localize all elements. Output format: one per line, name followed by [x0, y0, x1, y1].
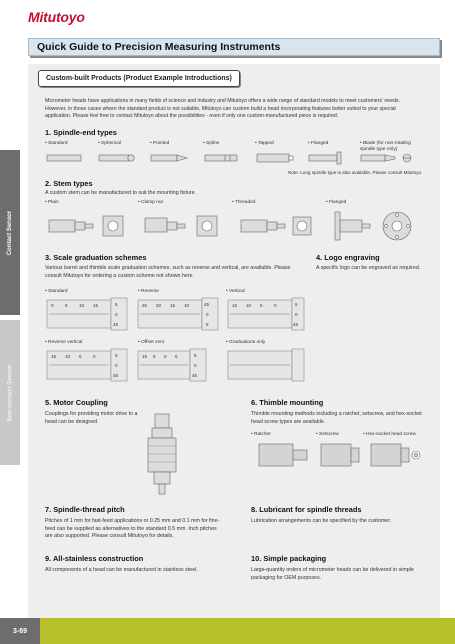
thimble-number: 5 — [206, 322, 209, 327]
label-setscrew: • Setscrew — [316, 432, 339, 437]
motor-text: Couplings for providing motor drive to a head can be designed. — [45, 411, 138, 425]
thimble-number: 45 — [192, 373, 198, 378]
label-ratchet: • Ratchet — [251, 432, 271, 437]
side-tab-label: Contact Sensor — [7, 210, 13, 255]
heading-motor: 5. Motor Coupling — [45, 398, 108, 407]
label-tapped: • Tapped — [255, 141, 274, 146]
scale-row-1 — [45, 296, 305, 332]
footer-bar — [0, 618, 455, 644]
motor-coupling-illustration — [142, 412, 182, 496]
mitutoyo-logo: Mitutoyo — [28, 9, 85, 25]
label-plain: • Plain — [45, 200, 59, 205]
thimble-number: 45 — [293, 322, 299, 327]
scale-number: 10 — [79, 303, 85, 308]
packaging-text: Large-quantity orders of micrometer heads can be delivered in simple packaging for OEM purposes. — [251, 567, 414, 581]
label-clamp-nut: • Clamp nut — [138, 200, 163, 205]
scale-row-2 — [45, 347, 305, 383]
side-tab-label: Non-contact Sensor — [7, 363, 14, 422]
scale-number: 25 — [142, 303, 148, 308]
heading-spindle-end: 1. Spindle-end types — [45, 128, 117, 137]
label-scale-vertical: • Vertical — [226, 289, 245, 294]
stem-text: A custom stem can be manufactured to suit the mounting fixture. — [45, 190, 197, 196]
thread-text: Pitches of 1 mm for fast-feed applications or 0.25 mm and 0.1 mm for fine-feed can be supplied as alternatives to the standard 0.5 mm. Inch pitches are also supported. Please consult Mitutoyo for details. — [45, 518, 220, 540]
stem-illustrations — [45, 208, 425, 246]
thimble-number: 0 — [295, 312, 298, 317]
label-blade: • Blade (for non-rotating spindle type only) — [360, 141, 411, 152]
thimble-number: 5 — [115, 302, 118, 307]
scale-number: 15 — [142, 354, 148, 359]
heading-thimble: 6. Thimble mounting — [251, 398, 324, 407]
thimble-text: Thimble mounting methods including a ratchet, setscrew, and hex-socket head screw types are available. — [251, 411, 422, 425]
scale-number: 15 — [170, 303, 176, 308]
thimble-number: 45 — [204, 302, 210, 307]
label-hex-socket: • Hex-socket head screw — [363, 432, 416, 437]
label-scale-reverse-vertical: • Reverse vertical — [45, 340, 83, 345]
label-stem-flanged: • Flanged — [326, 200, 347, 205]
scale-number: 15 — [232, 303, 238, 308]
scale-number: 5 — [153, 354, 156, 359]
label-threaded: • Threaded — [232, 200, 256, 205]
scale-number: 5 — [79, 354, 82, 359]
label-standard: • Standard — [45, 141, 68, 146]
thimble-number: 45 — [113, 322, 119, 327]
scale-number: 5 — [175, 354, 178, 359]
intro-paragraph: Micrometer heads have applications in many fields of science and industry and Mitutoyo offers a wide range of standard models to meet customers' needs. However, in those cases where the standard product is not suitable, Mitutoyo can custom build a head incorporating features better suited to your special application. Please feel free to contact Mitutoyo about the possibilities - even if only one custom-manufactured piece is required. — [45, 98, 400, 120]
scale-number: 0 — [93, 354, 96, 359]
heading-logo: 4. Logo engraving — [316, 253, 380, 262]
label-flanged: • Flanged — [308, 141, 329, 146]
scale-number: 10 — [184, 303, 190, 308]
heading-packaging: 10. Simple packaging — [251, 554, 327, 563]
spindle-end-illustrations — [45, 150, 425, 166]
thimble-mounting-illustrations — [251, 440, 427, 470]
label-pointed: • Pointed — [150, 141, 170, 146]
lubricant-text: Lubrication arrangements can be specified by the customer. — [251, 518, 392, 524]
section-subtitle: Custom-built Products (Product Example Introductions) — [38, 70, 240, 87]
thimble-number: 5 — [295, 302, 298, 307]
heading-stainless: 9. All-stainless construction — [45, 554, 144, 563]
side-tab-contact-sensor[interactable] — [0, 150, 20, 315]
label-scale-standard: • Standard — [45, 289, 68, 294]
scale-number: 10 — [246, 303, 252, 308]
label-scale-reverse: • Reverse — [138, 289, 159, 294]
heading-scale: 3. Scale graduation schemes — [45, 253, 147, 262]
scale-number: 0 — [274, 303, 277, 308]
scale-number: 15 — [51, 354, 57, 359]
scale-number: 0 — [51, 303, 54, 308]
scale-number: 0 — [164, 354, 167, 359]
stainless-text: All components of a head can be manufactured in stainless steel. — [45, 567, 198, 573]
label-spline: • Spline — [203, 141, 220, 146]
logo-text: A specific logo can be engraved as required. — [316, 265, 421, 271]
thimble-number: 45 — [113, 373, 119, 378]
thimble-number: 0 — [194, 363, 197, 368]
label-spherical: • Spherical — [98, 141, 122, 146]
scale-number: 5 — [260, 303, 263, 308]
scale-number: 15 — [93, 303, 99, 308]
spindle-note: Note: Long spindle type is also available. Please consult Mitutoyo. — [288, 170, 423, 175]
heading-lubricant: 8. Lubricant for spindle threads — [251, 505, 362, 514]
scale-number: 20 — [156, 303, 162, 308]
page-title: Quick Guide to Precision Measuring Instruments — [28, 38, 440, 56]
scale-number: 5 — [65, 303, 68, 308]
thimble-number: 0 — [115, 312, 118, 317]
thimble-number: 5 — [115, 353, 118, 358]
heading-thread: 7. Spindle-thread pitch — [45, 505, 125, 514]
scale-number: 10 — [65, 354, 71, 359]
heading-stem: 2. Stem types — [45, 179, 93, 188]
scale-text: Various barrel and thimble scale graduation schemes, such as reverse and vertical, are available. Please consult Mitutoyo for ordering a custom scheme not shown here. — [45, 265, 291, 279]
label-scale-graduations-only: • Graduations only — [226, 340, 266, 345]
side-tab-non-contact-sensor[interactable] — [0, 320, 20, 465]
page-number: 3-69 — [0, 618, 40, 644]
thimble-number: 5 — [194, 353, 197, 358]
thimble-number: 0 — [206, 312, 209, 317]
label-scale-offset-zero: • Offset zero — [138, 340, 165, 345]
thimble-number: 0 — [115, 363, 118, 368]
